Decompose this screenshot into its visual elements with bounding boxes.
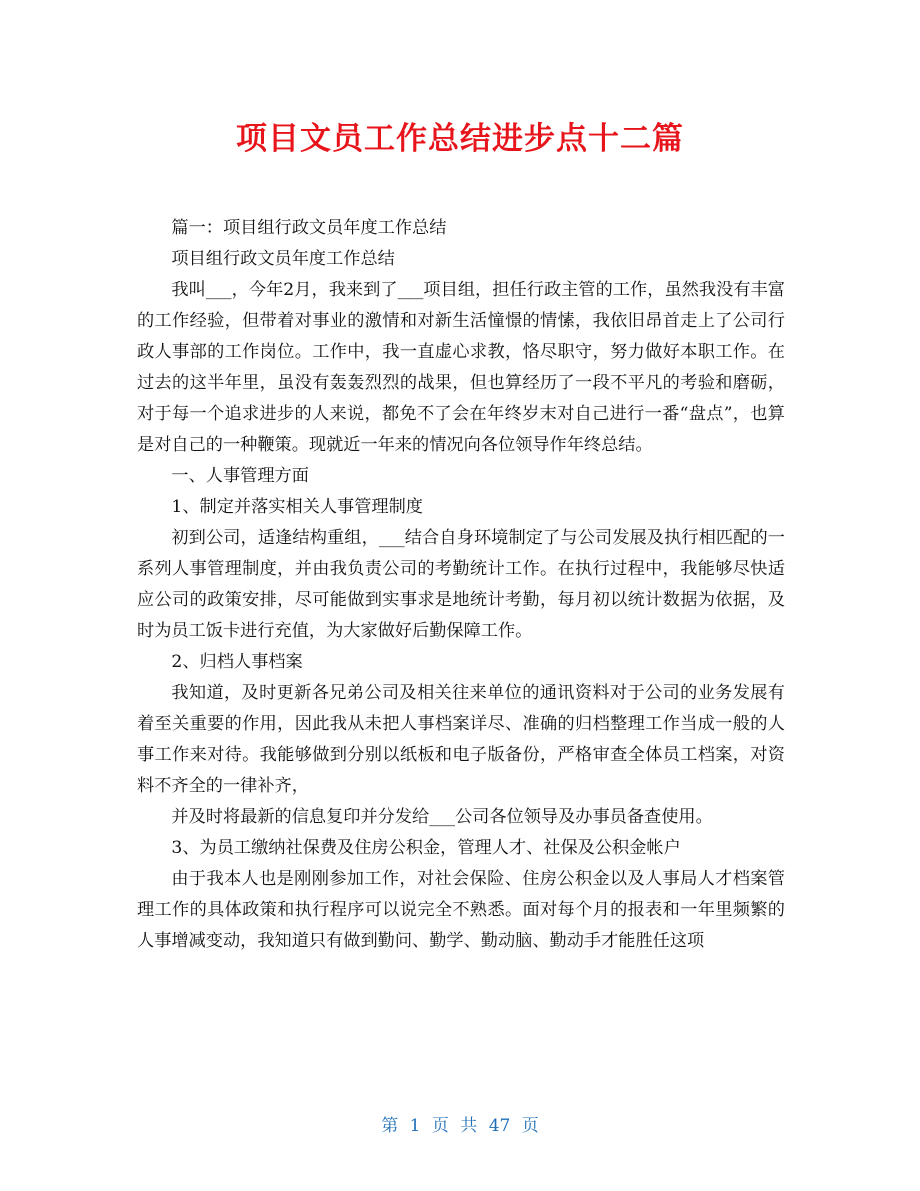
sub-heading: 3、为员工缴纳社保费及住房公积金，管理人才、社保及公积金帐户 <box>171 838 681 858</box>
sub-heading: 2、归档人事档案 <box>171 652 303 672</box>
paragraph: 我叫___，今年2月，我来到了___项目组，担任行政主管的工作，虽然我没有丰富的工作经验，但带着对事业的激情和对新生活憧憬的情愫，我依旧昂首走上了公司行政人事部的工作岗位。工作中，我一直虚心求教，恪尽职守，努力做好本职工作。在过去的这半年里，虽没有轰轰烈烈的战果，但也算经历了一段不平凡的考验和磨砺，对于每一个追求进步的人来说，都免不了会在年终岁末对自己进行一番“盘点”，也算是对自己的一种鞭策。现就近一年来的情况向各位领导作年终总结。 <box>137 280 785 455</box>
sub-heading: 1、制定并落实相关人事管理制度 <box>171 497 423 517</box>
section-heading: 篇一：项目组行政文员年度工作总结 <box>171 218 447 238</box>
paragraph: 并及时将最新的信息复印并分发给___公司各位领导及办事员备查使用。 <box>171 807 713 827</box>
page-footer: 第 1 页 共 47 页 <box>381 1116 539 1136</box>
paragraph: 由于我本人也是刚刚参加工作，对社会保险、住房公积金以及人事局人才档案管理工作的具体政策和执行程序可以说完全不熟悉。面对每个月的报表和一年里频繁的人事增减变动，我知道只有做到勤问、勤学、勤动脑、勤动手才能胜任这项 <box>137 869 785 951</box>
paragraph: 我知道，及时更新各兄弟公司及相关往来单位的通讯资料对于公司的业务发展有着至关重要的作用，因此我从未把人事档案详尽、准确的归档整理工作当成一般的人事工作来对待。我能够做到分别以纸板和电子版备份，严格审查全体员工档案，对资料不齐全的一律补齐， <box>137 683 785 796</box>
document-body <box>137 213 785 957</box>
page-title: 项目文员工作总结进步点十二篇 <box>236 121 684 157</box>
sub-title: 项目组行政文员年度工作总结 <box>171 249 395 269</box>
section-heading: 一、人事管理方面 <box>171 466 309 486</box>
paragraph: 初到公司，适逢结构重组，___结合自身环境制定了与公司发展及执行相匹配的一系列人事管理制度，并由我负责公司的考勤统计工作。在执行过程中，我能够尽快适应公司的政策安排，尽可能做到实事求是地统计考勤，每月初以统计数据为依据，及时为员工饭卡进行充值，为大家做好后勤保障工作。 <box>137 528 785 641</box>
